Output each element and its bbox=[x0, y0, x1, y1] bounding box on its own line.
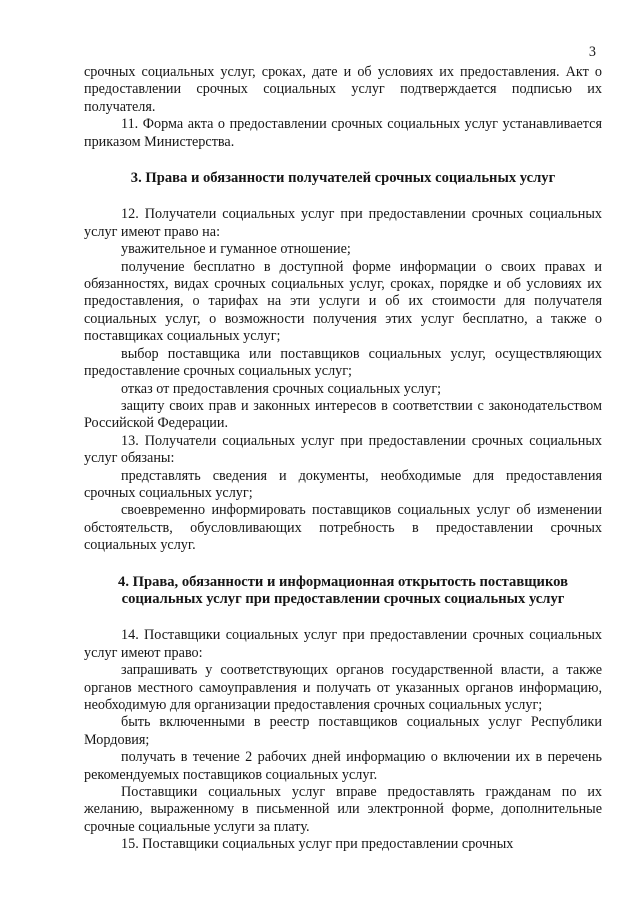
paragraph: защиту своих прав и законных интересов в соответствии с законодательством Российской Федерации. bbox=[84, 397, 602, 432]
page-number: 3 bbox=[588, 44, 596, 60]
section-heading: 3. Права и обязанности получателей срочных социальных услуг bbox=[130, 170, 556, 187]
paragraph: быть включенными в реестр поставщиков социальных услуг Республики Мордовия; bbox=[84, 714, 602, 748]
paragraph: 13. Получатели социальных услуг при предоставлении срочных социальных услуг обязаны: bbox=[84, 432, 602, 467]
paragraph: отказ от предоставления срочных социальных услуг; bbox=[121, 380, 442, 397]
paragraph: 11. Форма акта о предоставлении срочных социальных услуг устанавливается приказом Министерства. bbox=[84, 116, 602, 150]
paragraph: получать в течение 2 рабочих дней информацию о включении их в перечень рекомендуемых поставщиков социальных услуг. bbox=[84, 749, 602, 783]
section-spacer bbox=[84, 151, 602, 170]
paragraph: выбор поставщика или поставщиков социальных услуг, осуществляющих предоставление срочных социальных услуг; bbox=[84, 345, 602, 380]
paragraph: Поставщики социальных услуг вправе предоставлять гражданам по их желанию, выраженному в письменной или электронной форме, дополнительные срочные социальные услуги за плату. bbox=[84, 784, 602, 835]
section-spacer bbox=[84, 608, 602, 627]
section-heading: 4. Права, обязанности и информационная открытость поставщиков социальных услуг при предоставлении срочных социальных услуг bbox=[118, 573, 568, 607]
document-body bbox=[84, 64, 602, 854]
section-spacer bbox=[84, 555, 602, 574]
section-spacer bbox=[84, 187, 602, 206]
paragraph: своевременно информировать поставщиков социальных услуг об изменении обстоятельств, обусловливающих потребность в предоставлении срочных социальных услуг. bbox=[84, 502, 602, 554]
paragraph: представлять сведения и документы, необходимые для предоставления срочных социальных услуг; bbox=[84, 467, 602, 501]
paragraph: срочных социальных услуг, сроках, дате и об условиях их предоставления. Акт о предоставлении срочных социальных услуг подтверждается подписью их получателя. bbox=[84, 64, 602, 115]
paragraph: 15. Поставщики социальных услуг при предоставлении срочных bbox=[121, 836, 514, 853]
paragraph: 14. Поставщики социальных услуг при предоставлении срочных социальных услуг имеют право: bbox=[84, 627, 602, 661]
paragraph: 12. Получатели социальных услуг при предоставлении срочных социальных услуг имеют право на: bbox=[84, 206, 602, 240]
paragraph: уважительное и гуманное отношение; bbox=[121, 241, 351, 258]
paragraph: запрашивать у соответствующих органов государственной власти, а также органов местного самоуправления и получать от указанных органов информацию, необходимую для организации предоставления срочных социальных услуг; bbox=[84, 662, 602, 713]
paragraph: получение бесплатно в доступной форме информации о своих правах и обязанностях, видах срочных социальных услуг, сроках, порядке и об условиях их предоставления, о тарифах на эти услуги и об их стоимости для получателя социальных услуг, о возможности получения этих услуг бесплатно, а также о поставщиках социальных услуг; bbox=[84, 258, 602, 345]
